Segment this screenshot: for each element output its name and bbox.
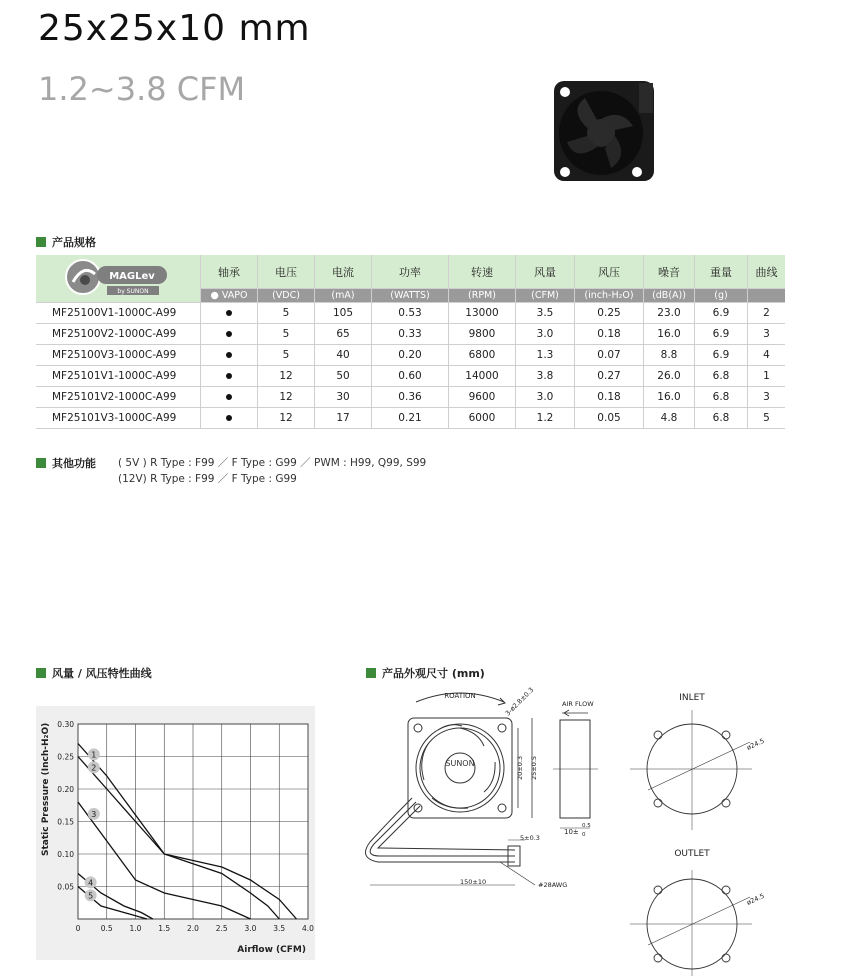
- pressure-cell: 0.05: [575, 408, 644, 429]
- dim-150-label: 150±10: [460, 878, 487, 886]
- current-cell: 65: [315, 324, 372, 345]
- model-cell: MF25100V1-1000C-A99: [36, 303, 201, 324]
- other-functions-heading: [36, 455, 96, 471]
- current-cell: 30: [315, 387, 372, 408]
- current-cell: 40: [315, 345, 372, 366]
- power-cell: 0.20: [372, 345, 449, 366]
- page-title: 25x25x10 mm: [38, 8, 311, 49]
- weight-cell: 6.9: [695, 303, 748, 324]
- chart-series-label-2: 2: [91, 763, 97, 773]
- spec-table: [36, 255, 785, 429]
- bullet-dot-icon: [226, 373, 232, 379]
- rpm-cell: 14000: [449, 366, 516, 387]
- unit-pressure: (inch-H₂O): [575, 289, 644, 303]
- airflow-range: 1.2~3.8 CFM: [38, 70, 246, 108]
- model-cell: MF25100V2-1000C-A99: [36, 324, 201, 345]
- noise-cell: 23.0: [644, 303, 695, 324]
- spec-row: [36, 408, 785, 429]
- model-cell: MF25101V3-1000C-A99: [36, 408, 201, 429]
- fan-product-image: [551, 78, 657, 184]
- cfm-cell: 1.2: [516, 408, 575, 429]
- maglev-logo: [36, 255, 201, 303]
- chart-y-label: Static Pressure (Inch-H₂O): [41, 722, 51, 856]
- curve-cell: 3: [748, 387, 786, 408]
- curve-heading: [36, 665, 152, 681]
- bearing-cell: [201, 345, 258, 366]
- chart-x-tick-label: 0: [75, 924, 81, 933]
- unit-current: (mA): [315, 289, 372, 303]
- current-cell: 17: [315, 408, 372, 429]
- volt-cell: 12: [258, 366, 315, 387]
- bearing-cell: [201, 408, 258, 429]
- chart-grid: [78, 724, 308, 919]
- weight-cell: 6.8: [695, 366, 748, 387]
- chart-x-tick-label: 2.0: [187, 924, 199, 933]
- chart-series-label-4: 4: [88, 878, 94, 888]
- col-rpm: 转速: [449, 255, 516, 289]
- dimension-heading-label: 产品外观尺寸 (mm): [382, 667, 485, 680]
- spec-header-row: [36, 255, 785, 289]
- model-cell: MF25101V2-1000C-A99: [36, 387, 201, 408]
- rotation-label: ROATION: [444, 692, 476, 700]
- unit-rpm: (RPM): [449, 289, 516, 303]
- curve-cell: 5: [748, 408, 786, 429]
- rpm-cell: 9600: [449, 387, 516, 408]
- outlet-diameter-label: ø24.5: [745, 891, 766, 907]
- dimension-drawing: [350, 680, 810, 979]
- volt-cell: 5: [258, 324, 315, 345]
- rpm-cell: 9800: [449, 324, 516, 345]
- rpm-cell: 6800: [449, 345, 516, 366]
- rpm-cell: 13000: [449, 303, 516, 324]
- col-weight: 重量: [695, 255, 748, 289]
- curve-cell: 3: [748, 324, 786, 345]
- weight-cell: 6.9: [695, 345, 748, 366]
- bullet-dot-icon: [226, 352, 232, 358]
- bearing-cell: [201, 387, 258, 408]
- inlet-diameter-label: ø24.5: [745, 736, 766, 752]
- pressure-cell: 0.18: [575, 387, 644, 408]
- logo-text: MAGLev: [109, 271, 155, 282]
- unit-curve: [748, 289, 786, 303]
- current-cell: 50: [315, 366, 372, 387]
- chart-x-tick-label: 1.5: [158, 924, 171, 933]
- chart-series-label-1: 1: [91, 750, 97, 760]
- current-cell: 105: [315, 303, 372, 324]
- other-heading-label: 其他功能: [52, 457, 96, 470]
- chart-x-tick-label: 2.5: [215, 924, 228, 933]
- chart-x-label: Airflow (CFM): [237, 945, 306, 955]
- chart-series-label-3: 3: [91, 809, 97, 819]
- power-cell: 0.33: [372, 324, 449, 345]
- cfm-cell: 3.0: [516, 387, 575, 408]
- noise-cell: 26.0: [644, 366, 695, 387]
- hole-label: 3-ø2.8±0.3: [503, 685, 536, 718]
- logo-sub: by SUNON: [117, 288, 149, 295]
- inlet-label: INLET: [679, 693, 705, 703]
- unit-weight: (g): [695, 289, 748, 303]
- noise-cell: 16.0: [644, 324, 695, 345]
- other-functions-text: [118, 455, 426, 487]
- spec-row: [36, 366, 785, 387]
- col-pressure: 风压: [575, 255, 644, 289]
- spec-row: [36, 303, 785, 324]
- col-power: 功率: [372, 255, 449, 289]
- green-square-icon: [366, 668, 376, 678]
- fan-front-view: [408, 693, 512, 818]
- volt-cell: 5: [258, 345, 315, 366]
- spec-body: [36, 303, 785, 429]
- dim-25-label: 25±0.5: [530, 755, 538, 780]
- curve-cell: 4: [748, 345, 786, 366]
- brand-label: SUNON: [445, 759, 475, 768]
- pq-chart-panel: [36, 706, 315, 960]
- green-square-icon: [36, 237, 46, 247]
- chart-x-tick-label: 3.0: [244, 924, 257, 933]
- spec-row: [36, 324, 785, 345]
- chart-x-tick-label: 1.0: [129, 924, 142, 933]
- inlet-view: [630, 710, 752, 830]
- noise-cell: 4.8: [644, 408, 695, 429]
- pressure-cell: 0.18: [575, 324, 644, 345]
- col-curve: 曲线: [748, 255, 786, 289]
- unit-voltage: (VDC): [258, 289, 315, 303]
- bullet-dot-icon: [226, 310, 232, 316]
- spec-row: [36, 387, 785, 408]
- col-current: 电流: [315, 255, 372, 289]
- col-voltage: 电压: [258, 255, 315, 289]
- dim-10-tol-lower: 0: [582, 832, 586, 838]
- dimension-heading: [366, 665, 485, 681]
- dim-10-tol-upper: 0.5: [582, 823, 591, 829]
- cfm-cell: 3.0: [516, 324, 575, 345]
- pq-chart: [36, 706, 315, 960]
- volt-cell: 5: [258, 303, 315, 324]
- other-line-12v: (12V) R Type : F99 ／ F Type : G99: [118, 473, 297, 485]
- green-square-icon: [36, 668, 46, 678]
- spec-heading: [36, 234, 96, 250]
- chart-y-tick-label: 0.30: [57, 720, 74, 729]
- chart-x-tick-label: 3.5: [273, 924, 286, 933]
- pressure-cell: 0.25: [575, 303, 644, 324]
- unit-power: (WATTS): [372, 289, 449, 303]
- cfm-cell: 3.8: [516, 366, 575, 387]
- pressure-cell: 0.27: [575, 366, 644, 387]
- unit-noise: (dB(A)): [644, 289, 695, 303]
- other-line-5v: ( 5V ) R Type : F99 ／ F Type : G99 ／ PWM : H99, Q99, S99: [118, 457, 427, 469]
- dim-20-label: 20±0.3: [516, 755, 524, 780]
- chart-y-tick-label: 0.05: [57, 882, 74, 892]
- dim-5-label: 5±0.3: [520, 834, 540, 842]
- col-airflow: 风量: [516, 255, 575, 289]
- green-square-icon: [36, 458, 46, 468]
- unit-airflow: (CFM): [516, 289, 575, 303]
- cfm-cell: 1.3: [516, 345, 575, 366]
- unit-bearing: ● VAPO: [201, 289, 258, 303]
- noise-cell: 16.0: [644, 387, 695, 408]
- chart-x-tick-label: 4.0: [302, 924, 314, 933]
- pressure-cell: 0.07: [575, 345, 644, 366]
- chart-series-label-5: 5: [88, 891, 94, 901]
- power-cell: 0.60: [372, 366, 449, 387]
- bullet-dot-icon: [226, 415, 232, 421]
- power-cell: 0.21: [372, 408, 449, 429]
- chart-y-tick-label: 0.15: [57, 817, 74, 827]
- spec-heading-label: 产品规格: [52, 236, 96, 249]
- chart-x-ticks: [76, 924, 315, 933]
- col-bearing: 轴承: [201, 255, 258, 289]
- cfm-cell: 3.5: [516, 303, 575, 324]
- weight-cell: 6.8: [695, 408, 748, 429]
- volt-cell: 12: [258, 408, 315, 429]
- curve-cell: 2: [748, 303, 786, 324]
- model-cell: MF25100V3-1000C-A99: [36, 345, 201, 366]
- weight-cell: 6.8: [695, 387, 748, 408]
- bullet-dot-icon: [226, 394, 232, 400]
- noise-cell: 8.8: [644, 345, 695, 366]
- bearing-cell: [201, 366, 258, 387]
- weight-cell: 6.9: [695, 324, 748, 345]
- volt-cell: 12: [258, 387, 315, 408]
- chart-y-ticks: [57, 720, 74, 892]
- outlet-view: [630, 870, 752, 976]
- model-cell: MF25101V1-1000C-A99: [36, 366, 201, 387]
- col-noise: 噪音: [644, 255, 695, 289]
- curve-cell: 1: [748, 366, 786, 387]
- airflow-label: AIR FLOW: [562, 700, 594, 708]
- power-cell: 0.36: [372, 387, 449, 408]
- rpm-cell: 6000: [449, 408, 516, 429]
- fan-side-view: [553, 710, 598, 828]
- dim-10-label: 10±: [564, 828, 579, 836]
- chart-y-tick-label: 0.10: [57, 850, 74, 859]
- chart-y-tick-label: 0.25: [57, 752, 74, 762]
- chart-y-tick-label: 0.20: [57, 785, 74, 794]
- chart-x-tick-label: 0.5: [100, 924, 113, 933]
- maglev-logo-icon: [53, 256, 183, 298]
- spec-row: [36, 345, 785, 366]
- wire-gauge-label: #28AWG: [538, 881, 568, 889]
- bearing-cell: [201, 303, 258, 324]
- power-cell: 0.53: [372, 303, 449, 324]
- bullet-dot-icon: [226, 331, 232, 337]
- outlet-label: OUTLET: [674, 849, 710, 859]
- curve-heading-label: 风量 / 风压特性曲线: [52, 667, 152, 680]
- bearing-cell: [201, 324, 258, 345]
